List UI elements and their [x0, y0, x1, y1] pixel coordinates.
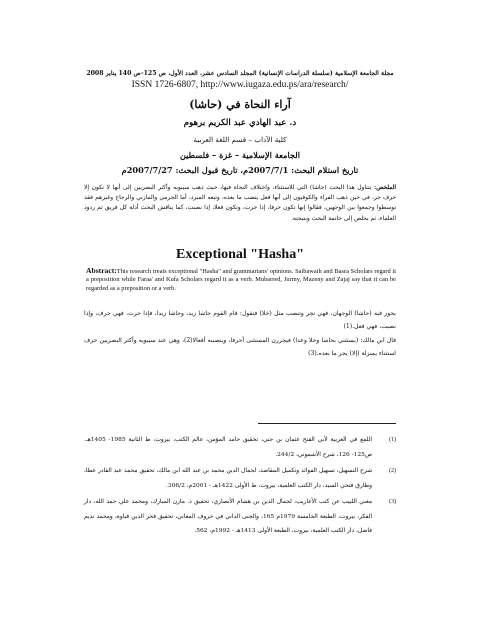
- footnote-text: شرح التسهيل، تسهيل الفوائد وتكميل المقاصد، لجمال الدين محمد بن عبد الله ابن مالك، تحقيق محمد عبد القادر عطا، وطارق فتحي السيد، دار الكتب العلمية، بيروت، ط الأولى 1422هـ - 2001م، 306/2.: [84, 468, 372, 489]
- english-abstract-text: This research treats exceptional "Hasha" and grammarians' opinions. Saibawaih and Basra Scholars regard it a preposition while Faraa' and Kufa Scholars regard it as a verb. Mubarred, Jurmy, Mazeny and Zajaj say that it can be regarded as a preposition or a verb.: [86, 268, 396, 292]
- arabic-abstract-text: يتناول هذا البحث (حاشا) التي للاستثناء، واختلاف النحاة فيها، حيث ذهب سيبويه وأكثر البصريين إلى أنها لا تكون إلا حرف جر، في حين ذهب الفراء والكوفيون إلى أنها فعل يتصب ما بعده، وتبعه المبرد، أما الجرمي والمازني والزجاج وغيرهم فقد توسطوا وجمعوا بين الوجهين، فقالوا إنها تكون حرفا، إذا جرت، وتكون فعلا، إذا نصبت، كما يناقش البحث أدلة كل فريق ثم ردود العلماء، ثم يخلص إلى خاتمة البحث ونتيجته.: [84, 185, 396, 222]
- submission-dates: تاريخ استلام البحث: 2007/7/1م، تاريخ قبول البحث: 2007/7/27م: [121, 165, 359, 175]
- footnote-text: اللمع في العربية لأبي الفتح عثمان بن جني، تحقيق حامد المؤمن، عالم الكتب، بيروت، ط الثانية 1985- 1405هـ. ص125- 126، شرح الأشموني، 244/2.: [84, 437, 372, 458]
- footnote-number: (3): [389, 499, 396, 505]
- footnote: [84, 433, 396, 462]
- footnotes: [84, 433, 396, 541]
- english-abstract: [86, 267, 396, 293]
- journal-header: مجلة الجامعة الإسلامية (سلسلة الدراسات الإنسانية) المجلد السادس عشر، العدد الأول، ص 125-ص 140 يناير 2008: [86, 70, 394, 77]
- arabic-abstract-label: الملخص:: [374, 184, 396, 191]
- footnote-divider: [258, 423, 396, 424]
- footnote-text: مغني اللبيب عن كتب الأعاريب، لجمال الدين بن هشام الأنصاري، تحقيق د. مازن المبارك، ومحمد علي حمد الله، دار الفكر، بيروت، الطبعة الخامسة 1979م 165، والجنى الداني في حروف المعاني، تحقيق فخر الدين قباوة، ومحمد نديم فاضل، دار الكتب العلمية، بيروت، الطبعة الأولى 1413هـ - 1992م، 562.: [84, 499, 372, 534]
- english-abstract-label: Abstract:: [86, 266, 117, 275]
- footnote: [84, 464, 396, 493]
- arabic-abstract: [84, 183, 396, 224]
- footnote-number: (1): [389, 437, 396, 443]
- body-text: [84, 307, 396, 361]
- footnote-number: (2): [389, 468, 396, 474]
- author-name: د. عبد الهادي عبد الكريم برهوم: [183, 118, 297, 128]
- body-paragraph: قال ابن مالك: (يستثني بحاشا وخلا وعدا) فيجررن المستثنى أحرفا، وينصبنه أفعالا(2)، وهي عند سيبويه وأكثر البصريين حرف استثناء بمنزلة (إلا) يجر ما بعده.(3): [84, 337, 396, 357]
- department: كلية الآداب – قسم اللغة العربية: [193, 135, 287, 144]
- english-title: Exceptional "Hasha": [176, 247, 304, 262]
- issn-line: ISSN 1726-6807, http://www.iugaza.edu.ps/ara/research/: [131, 80, 349, 90]
- university: الجامعة الإسلامية – غزة – فلسطين: [179, 150, 301, 160]
- footnote: [84, 495, 396, 539]
- arabic-title: آراء النحاة في (حاشا): [189, 98, 291, 111]
- body-paragraph: يجوز فيه (حاشا) الوجهان، فهي تجر وتنصب مثل (خلا) فتقول: قام القوم حاشا زيد، وحاشا زيدا، فإذا جرت، فهي حرف، وإذا نصبت، فهي فعل.(1): [84, 310, 396, 330]
